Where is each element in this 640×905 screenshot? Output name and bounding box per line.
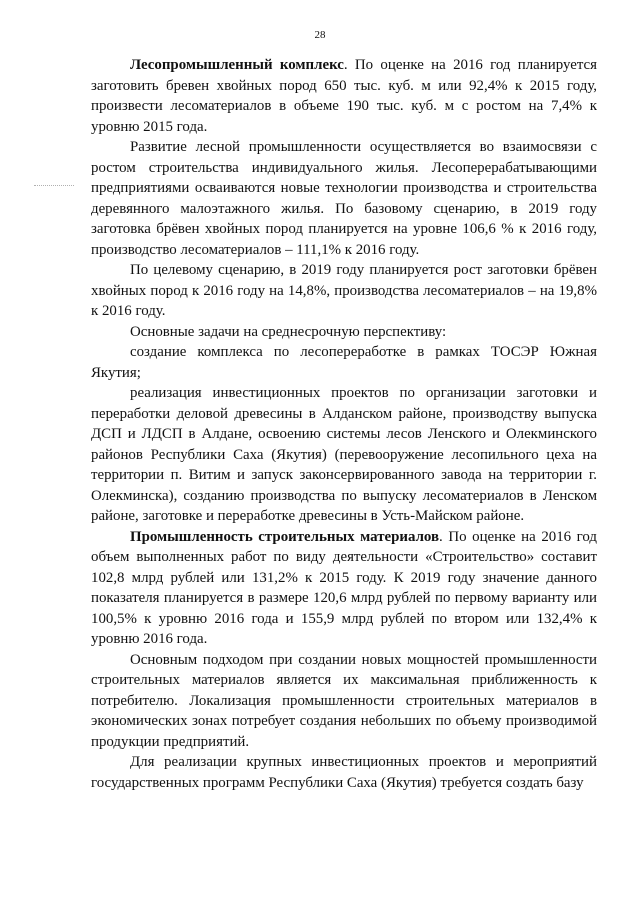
paragraph-text: реализация инвестиционных проектов по организации заготовки и переработки деловой древесины в Алданском районе, производству выпуска ДСП и ЛДСП в Алдане, освоению системы лесов Ленского и Олекминского районов Республики Саха (Якутия) (перевооружение лесопильного цеха на территории п. Витим и запуск законсервированного завода на территории г. Олекминска), созданию производства по выпуску лесоматериалов в Ленском районе, заготовке и переработке древесины в Усть-Майском районе.: [91, 385, 597, 524]
margin-mark: [34, 185, 74, 186]
heading-construction-materials: Промышленность строительных материалов: [130, 528, 440, 545]
paragraph-text: Развитие лесной промышленности осуществляется во взаимосвязи с ростом строительства индивидуального жилья. Лесоперерабатывающими предприятиями осваиваются новые технологии производства и строительства деревянного малоэтажного жилья. По базовому сценарию, в 2019 году заготовка брёвен хвойных пород планируется на уровне 106,6 % к 2016 году, производство лесоматериалов – 111,1% к 2016 году.: [91, 139, 597, 258]
paragraph-text: По целевому сценарию, в 2019 году планируется рост заготовки брёвен хвойных пород к 2016 году на 14,8%, производства лесоматериалов – на 19,8% к 2016 году.: [91, 262, 597, 319]
document-body: [91, 55, 597, 793]
paragraph-text: Основным подходом при создании новых мощностей промышленности строительных материалов является их максимальная приближенность к потребителю. Локализация промышленности строительных материалов в экономических зонах потребует создания небольших по объему производимой продукции предприятий.: [91, 651, 597, 750]
page-number: 28: [314, 29, 326, 41]
paragraph-text: Для реализации крупных инвестиционных проектов и мероприятий государственных программ Республики Саха (Якутия) требуется создать базу: [91, 754, 597, 791]
paragraph-approach: [91, 650, 597, 753]
paragraph-text: Основные задачи на среднесрочную перспективу:: [130, 323, 447, 340]
paragraph-tasks-intro: [91, 322, 597, 343]
paragraph-construction-materials: [91, 527, 597, 650]
paragraph-forestry: [91, 55, 597, 137]
paragraph-development: [91, 137, 597, 260]
paragraph-task-1: [91, 342, 597, 383]
paragraph-task-2: [91, 383, 597, 527]
paragraph-investment: [91, 752, 597, 793]
paragraph-text: . По оценке на 2016 год объем выполненных работ по виду деятельности «Строительство» составит 102,8 млрд рублей или 131,2% к 2015 году. К 2019 году значение данного показателя планируется в размере 120,6 млрд рублей по первому варианту или 100,5% к уровню 2016 года и 155,9 млрд рублей по втором или 132,4% к уровню 2016 года.: [91, 528, 598, 647]
paragraph-text: . По оценке на 2016 год планируется заготовить бревен хвойных пород 650 тыс. куб. м или 92,4% к 2015 году, произвести лесоматериалов в объеме 190 тыс. куб. м с ростом на 7,4% к уровню 2015 года.: [91, 57, 597, 135]
heading-forestry: Лесопромышленный комплекс: [130, 57, 344, 73]
paragraph-text: создание комплекса по лесопереработке в рамках ТОСЭР Южная Якутия;: [91, 344, 597, 381]
paragraph-target-scenario: [91, 260, 597, 322]
